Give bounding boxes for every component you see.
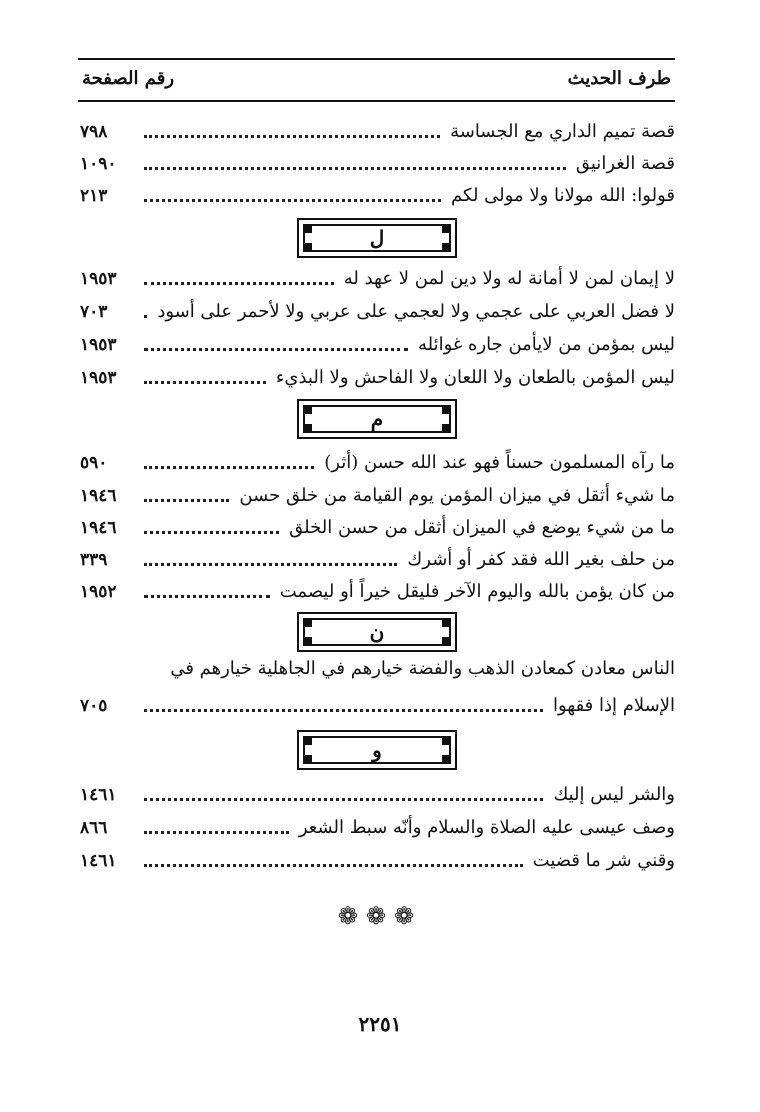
- entry-page: ٧٩٨: [80, 122, 108, 142]
- entry-text-continued: الناس معادن كمعادن الذهب والفضة خيارهم في الجاهلية خيارهم في: [170, 658, 675, 679]
- letter-glyph: و: [372, 738, 382, 762]
- entry-page: ٨٦٦: [80, 818, 108, 838]
- leader-dots: [144, 577, 270, 598]
- entry-page: ١٤٦١: [80, 785, 117, 805]
- leader-dots: [144, 780, 543, 801]
- entry-page: ١٠٩٠: [80, 154, 117, 174]
- index-entry: [80, 841, 675, 871]
- entry-text: والشر ليس إليك: [553, 784, 675, 805]
- entry-page: ١٩٤٦: [80, 486, 117, 506]
- entry-text: لا فضل العربي على عجمي ولا لعجمي على عربي ولا لأحمر على أسود: [157, 301, 675, 322]
- entry-page: ٣٣٩: [80, 550, 108, 570]
- letter-heading-nun: [297, 612, 457, 652]
- leader-dots: [144, 363, 266, 384]
- leader-dots: [144, 813, 289, 834]
- leader-dots: [144, 264, 334, 285]
- index-entry: [80, 325, 675, 355]
- index-entry: [80, 476, 675, 506]
- entry-page: ٧٠٣: [80, 302, 108, 322]
- entry-page: ٢١٣: [80, 186, 108, 206]
- leader-dots: [144, 545, 397, 566]
- leader-dots: [144, 448, 314, 469]
- entry-text: قولوا: الله مولانا ولا مولى لكم: [451, 185, 675, 206]
- entry-text: قصة الغرانيق: [575, 153, 675, 174]
- leader-dots: [144, 181, 441, 202]
- letter-heading-lam: [297, 218, 457, 258]
- entry-text: وقني شر ما قضيت: [532, 850, 675, 871]
- leader-dots: [144, 117, 440, 138]
- index-entry: [80, 358, 675, 388]
- leader-dots: [144, 513, 279, 534]
- entry-page: ١٩٥٣: [80, 368, 117, 388]
- leader-dots: [144, 691, 543, 712]
- index-entry: [80, 808, 675, 838]
- leader-dots: [144, 297, 147, 318]
- index-header: [78, 58, 675, 102]
- entry-text: ما رآه المسلمون حسناً فهو عند الله حسن (أثر): [324, 452, 675, 473]
- page-number: ٢٢٥١: [358, 1012, 402, 1036]
- leader-dots: [144, 846, 523, 867]
- page-column-label: رقم الصفحة: [82, 68, 175, 89]
- letter-glyph: ل: [369, 226, 385, 250]
- leader-dots: [144, 149, 566, 170]
- entry-text: الإسلام إذا فقهوا: [552, 695, 675, 716]
- leader-dots: [144, 481, 229, 502]
- entry-page: ٥٩٠: [80, 453, 108, 473]
- entry-page: ١٩٤٦: [80, 518, 117, 538]
- entry-text: ليس بمؤمن من لايأمن جاره غوائله: [417, 334, 675, 355]
- letter-heading-waw: [297, 730, 457, 770]
- entry-text: ليس المؤمن بالطعان ولا اللعان ولا الفاحش ولا البذيء: [275, 367, 675, 388]
- entry-text: لا إيمان لمن لا أمانة له ولا دين لمن لا عهد له: [343, 268, 675, 289]
- entry-text: وصف عيسى عليه الصلاة والسلام وأنّه سبط الشعر: [298, 817, 675, 838]
- entry-page: ٧٠٥: [80, 696, 108, 716]
- index-entry: [80, 112, 675, 142]
- index-entry: [80, 540, 675, 570]
- letter-glyph: ن: [369, 620, 385, 644]
- index-entry: [80, 686, 675, 716]
- entry-text: من كان يؤمن بالله واليوم الآخر فليقل خيراً أو ليصمت: [279, 581, 675, 602]
- entry-text: ما من شيء يوضع في الميزان أثقل من حسن الخلق: [289, 517, 675, 538]
- index-entry: [80, 508, 675, 538]
- entry-text: ما شيء أثقل في ميزان المؤمن يوم القيامة من خلق حسن: [239, 485, 675, 506]
- entry-page: ١٩٥٣: [80, 269, 117, 289]
- index-entry: [80, 176, 675, 206]
- index-entry: [80, 775, 675, 805]
- ornament-icon: ❁❁❁: [337, 902, 423, 930]
- entry-page: ١٤٦١: [80, 851, 117, 871]
- entry-text: من حلف بغير الله فقد كفر أو أشرك: [407, 549, 675, 570]
- index-entry: [80, 144, 675, 174]
- index-entry: [80, 572, 675, 602]
- letter-heading-mim: [297, 399, 457, 439]
- hadith-column-label: طرف الحديث: [567, 68, 671, 89]
- entry-text: قصة تميم الداري مع الجساسة: [450, 121, 675, 142]
- leader-dots: [144, 330, 408, 351]
- entry-page: ١٩٥٣: [80, 335, 117, 355]
- index-entry: [80, 443, 675, 473]
- entry-page: ١٩٥٢: [80, 582, 117, 602]
- letter-glyph: م: [370, 407, 384, 431]
- index-entry: [80, 292, 675, 322]
- index-entry: [80, 259, 675, 289]
